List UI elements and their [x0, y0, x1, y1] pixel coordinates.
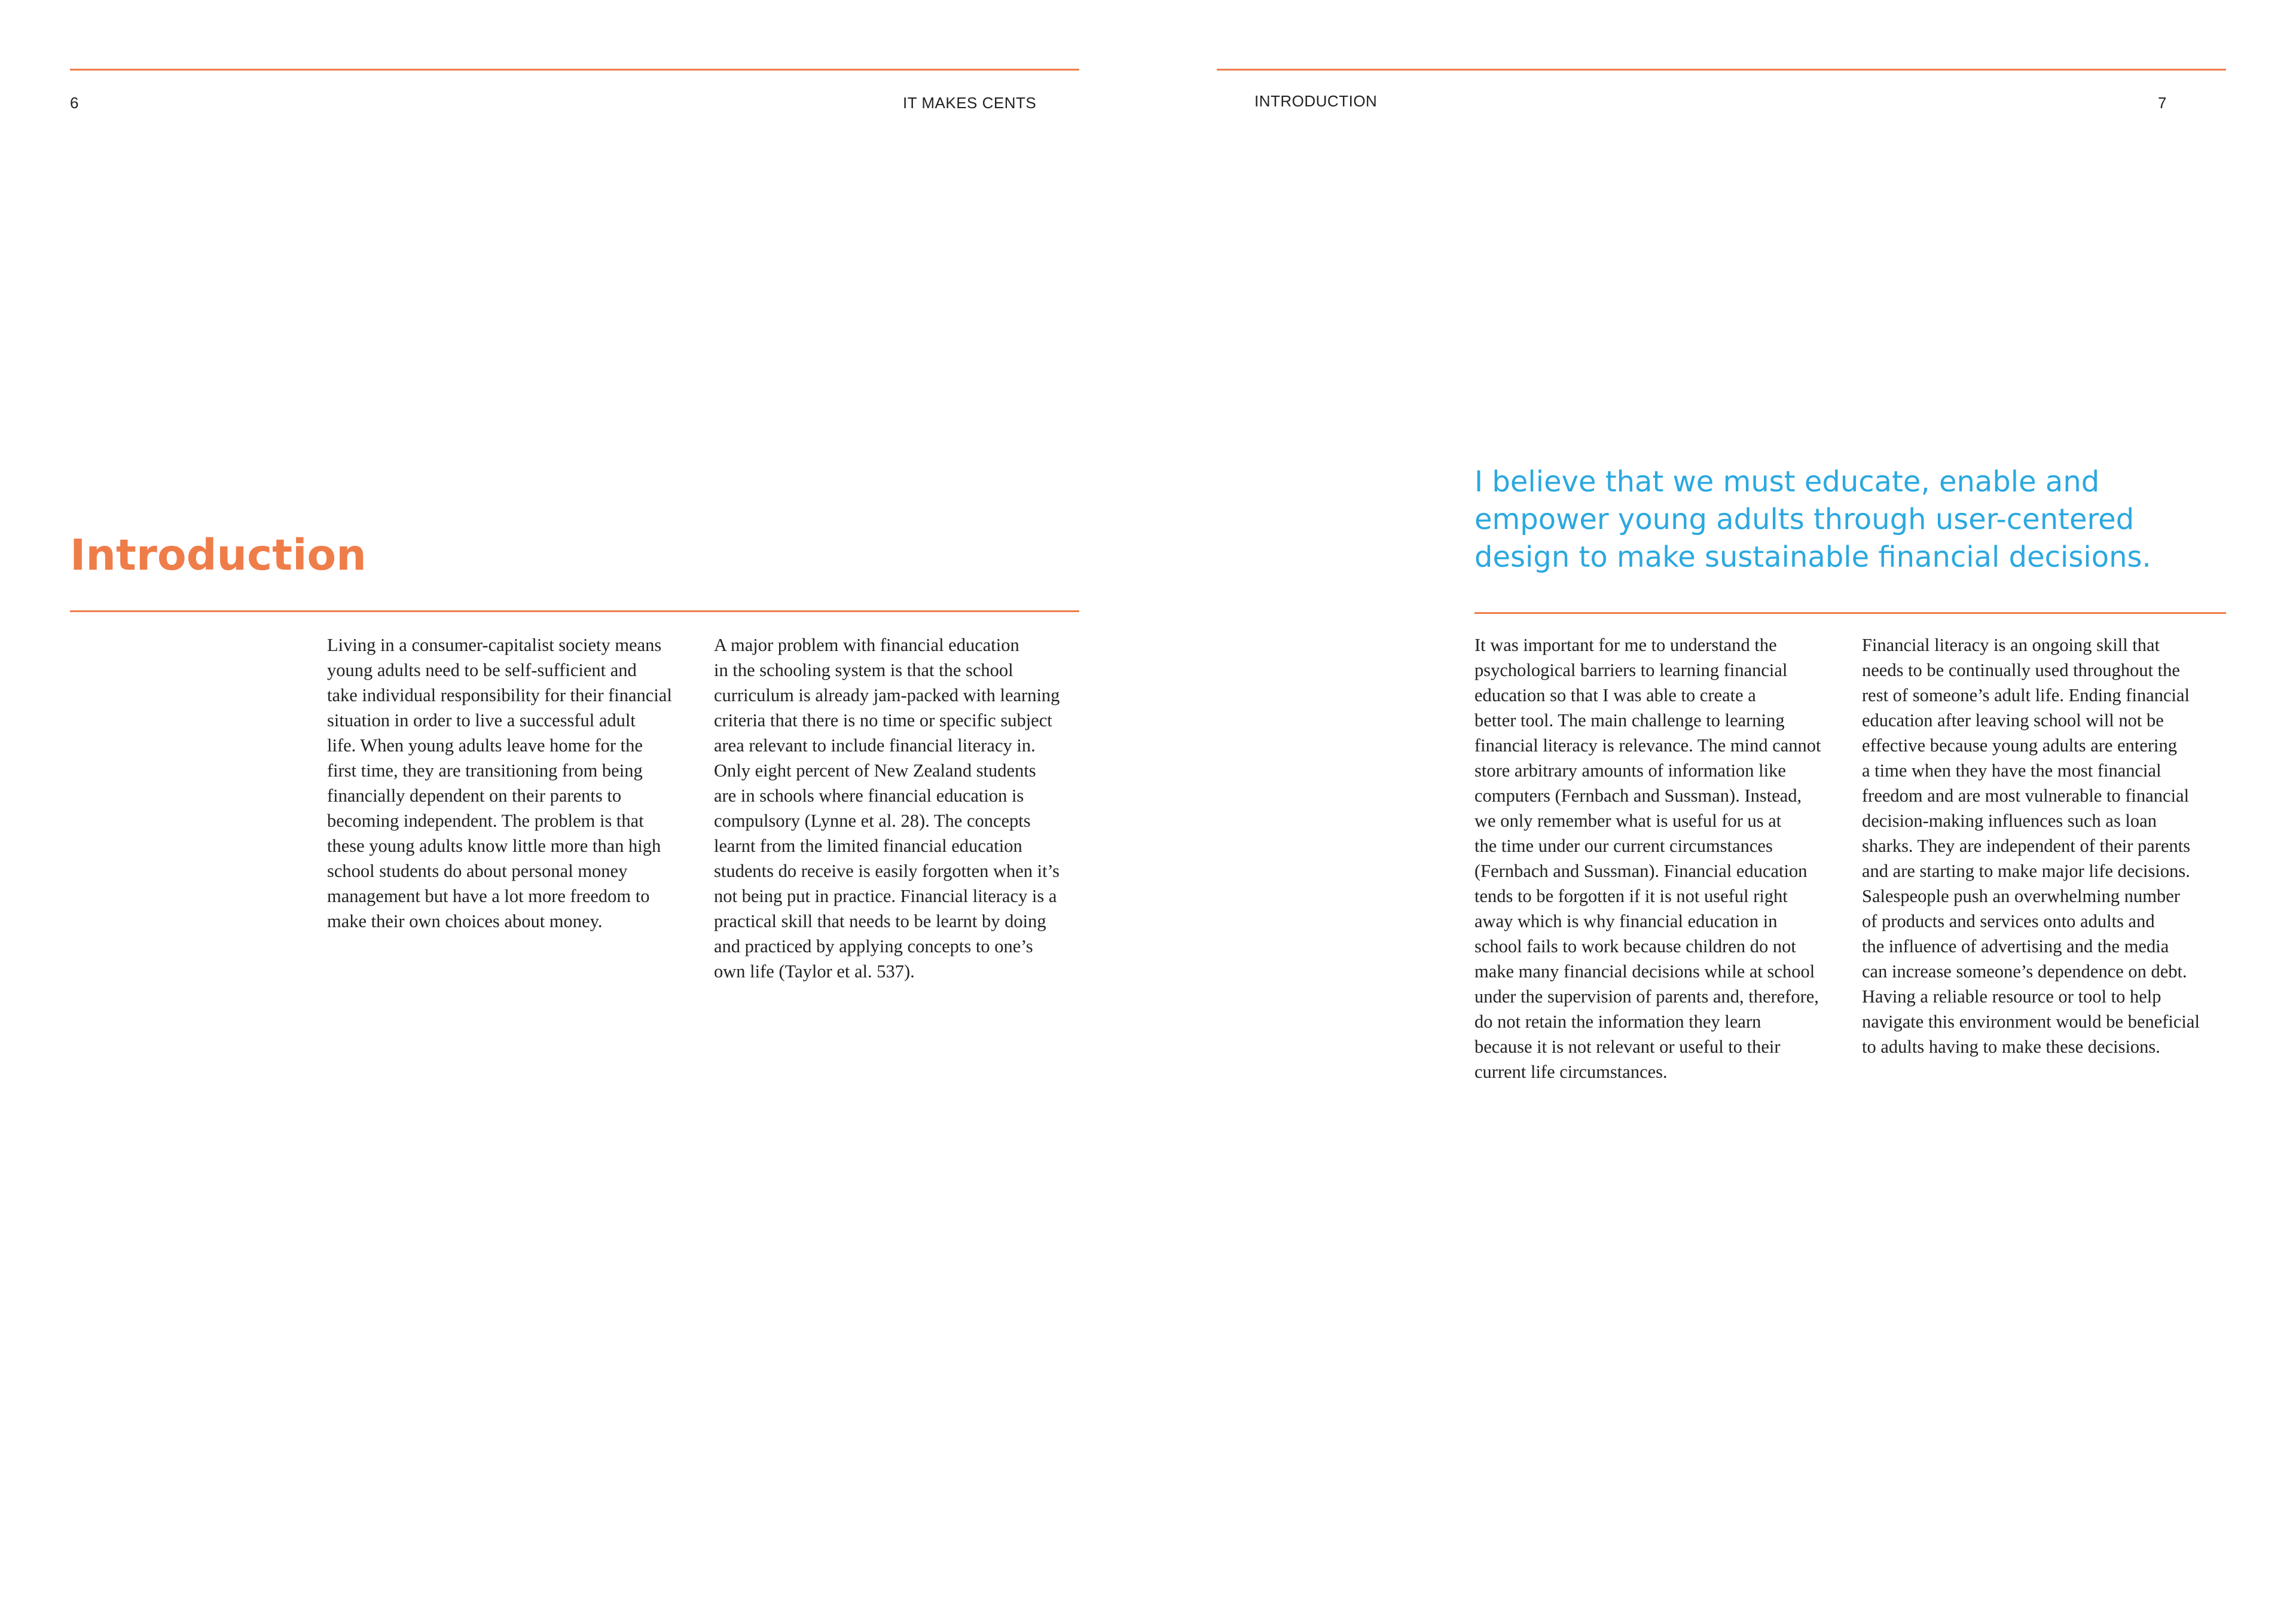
text-line: area relevant to include financial literacy in. [714, 735, 1036, 756]
text-line: because it is not relevant or useful to their [1474, 1037, 1781, 1057]
text-line: curriculum is already jam-packed with learning [714, 685, 1060, 705]
text-line: needs to be continually used throughout the [1862, 660, 2180, 680]
text-line: a time when they have the most financial [1862, 760, 2161, 781]
text-line: compulsory (Lynne et al. 28). The concepts [714, 811, 1031, 831]
text-line: Living in a consumer-capitalist society means [327, 635, 662, 655]
text-line: It was important for me to understand the [1474, 635, 1777, 655]
text-line: the time under our current circumstances [1474, 836, 1773, 856]
text-line: becoming independent. The problem is that [327, 811, 644, 831]
text-line: away which is why financial education in [1474, 911, 1778, 931]
left-running-head: IT MAKES CENTS [903, 94, 1037, 112]
pull-quote [1474, 463, 2252, 576]
text-line: to adults having to make these decisions. [1862, 1037, 2160, 1057]
text-line: learnt from the limited financial education [714, 836, 1022, 856]
pull-quote-line: design to make sustainable financial decisions. [1474, 540, 2151, 574]
text-line: Only eight percent of New Zealand students [714, 760, 1036, 781]
text-line: make many financial decisions while at school [1474, 961, 1815, 982]
pull-quote-line: I believe that we must educate, enable and [1474, 465, 2100, 499]
body-column-right-2 [1862, 632, 2200, 1059]
left-top-rule [70, 69, 1079, 71]
text-line: practical skill that needs to be learnt by doing [714, 911, 1046, 931]
text-line: take individual responsibility for their financial [327, 685, 672, 705]
text-line: better tool. The main challenge to learning [1474, 710, 1785, 730]
text-line: financial literacy is relevance. The mind cannot [1474, 735, 1821, 756]
text-line: and are starting to make major life decisions. [1862, 861, 2190, 881]
right-running-head: INTRODUCTION [1254, 92, 1378, 110]
left-heading-rule [70, 610, 1079, 612]
text-line: not being put in practice. Financial literacy is a [714, 886, 1057, 906]
text-line: Financial literacy is an ongoing skill that [1862, 635, 2160, 655]
body-column-left-2 [714, 632, 1060, 984]
text-line: first time, they are transitioning from being [327, 760, 643, 781]
text-line: education so that I was able to create a [1474, 685, 1756, 705]
text-line: freedom and are most vulnerable to financial [1862, 785, 2190, 806]
text-line: computers (Fernbach and Sussman). Instead, [1474, 785, 1802, 806]
text-line: Salespeople push an overwhelming number [1862, 886, 2180, 906]
pull-quote-line: empower young adults through user-centered [1474, 503, 2135, 536]
text-line: tends to be forgotten if it is not useful right [1474, 886, 1788, 906]
text-line: do not retain the information they learn [1474, 1011, 1761, 1032]
text-line: under the supervision of parents and, therefore, [1474, 986, 1819, 1007]
text-line: the influence of advertising and the media [1862, 936, 2169, 956]
text-line: financially dependent on their parents to [327, 785, 622, 806]
body-column-left-1 [327, 632, 672, 934]
text-line: rest of someone’s adult life. Ending financial [1862, 685, 2190, 705]
text-line: own life (Taylor et al. 537). [714, 961, 915, 982]
text-line: make their own choices about money. [327, 911, 603, 931]
text-line: sharks. They are independent of their parents [1862, 836, 2191, 856]
text-line: situation in order to live a successful adult [327, 710, 636, 730]
body-paragraph [1474, 632, 1821, 1084]
text-line: life. When young adults leave home for the [327, 735, 643, 756]
text-line: store arbitrary amounts of information like [1474, 760, 1786, 781]
right-top-rule [1217, 69, 2226, 71]
text-line: effective because young adults are entering [1862, 735, 2178, 756]
body-paragraph [1862, 632, 2200, 1059]
text-line: in the schooling system is that the school [714, 660, 1013, 680]
right-page-number: 7 [2158, 94, 2167, 112]
body-column-right-1 [1474, 632, 1821, 1084]
text-line: school fails to work because children do not [1474, 936, 1796, 956]
left-page-number: 6 [70, 94, 79, 112]
text-line: can increase someone’s dependence on debt. [1862, 961, 2187, 982]
text-line: of products and services onto adults and [1862, 911, 2155, 931]
text-line: and practiced by applying concepts to one’s [714, 936, 1033, 956]
text-line: school students do about personal money [327, 861, 628, 881]
text-line: are in schools where financial education is [714, 785, 1024, 806]
text-line: criteria that there is no time or specific subject [714, 710, 1052, 730]
text-line: students do receive is easily forgotten when it’s [714, 861, 1060, 881]
text-line: navigate this environment would be beneficial [1862, 1011, 2200, 1032]
body-paragraph [714, 632, 1060, 984]
text-line: these young adults know little more than high [327, 836, 661, 856]
text-line: Having a reliable resource or tool to help [1862, 986, 2161, 1007]
text-line: decision-making influences such as loan [1862, 811, 2157, 831]
body-paragraph [327, 632, 672, 934]
text-line: (Fernbach and Sussman). Financial education [1474, 861, 1808, 881]
section-heading: Introduction [70, 530, 367, 580]
text-line: A major problem with financial education [714, 635, 1019, 655]
right-quote-rule [1474, 612, 2226, 614]
text-line: psychological barriers to learning financial [1474, 660, 1788, 680]
text-line: current life circumstances. [1474, 1062, 1668, 1082]
text-line: management but have a lot more freedom to [327, 886, 650, 906]
text-line: young adults need to be self-sufficient and [327, 660, 637, 680]
text-line: we only remember what is useful for us at [1474, 811, 1782, 831]
text-line: education after leaving school will not be [1862, 710, 2164, 730]
